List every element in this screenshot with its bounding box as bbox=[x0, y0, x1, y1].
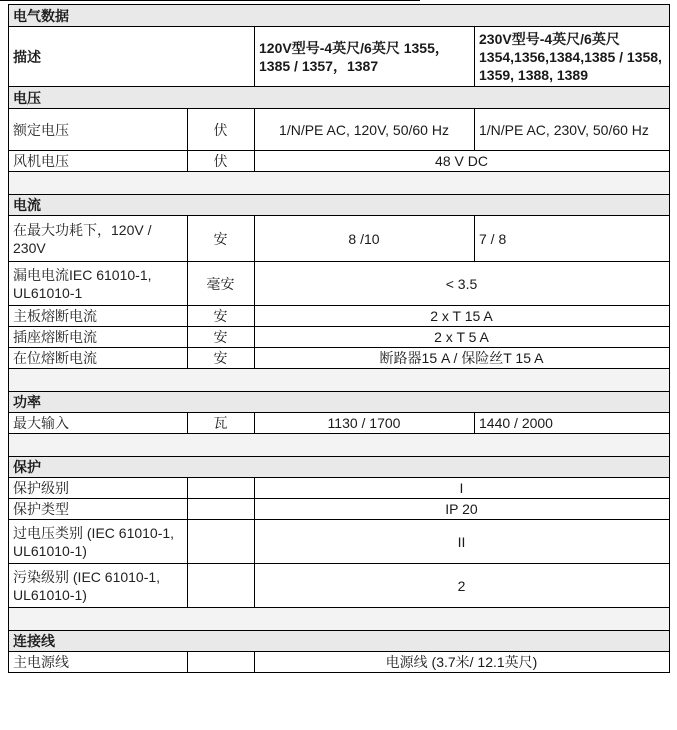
header-row bbox=[9, 27, 670, 87]
row-unit bbox=[188, 652, 255, 673]
row-unit: 瓦 bbox=[188, 413, 255, 434]
row-value-230v: 1/N/PE AC, 230V, 50/60 Hz bbox=[475, 109, 670, 151]
row-label: 最大输入 bbox=[9, 413, 188, 434]
row-value: 48 V DC bbox=[255, 151, 670, 172]
row-value-120v: 1130 / 1700 bbox=[255, 413, 475, 434]
row-unit bbox=[188, 499, 255, 520]
section-row-cable bbox=[9, 631, 670, 652]
row-label: 风机电压 bbox=[9, 151, 188, 172]
table-row bbox=[9, 262, 670, 306]
row-unit: 伏 bbox=[188, 151, 255, 172]
table-title: 电气数据 bbox=[9, 5, 670, 27]
row-label: 在位熔断电流 bbox=[9, 348, 188, 369]
row-label: 污染级别 (IEC 61010-1, UL61010-1) bbox=[9, 564, 188, 608]
table-row bbox=[9, 499, 670, 520]
section-title-voltage: 电压 bbox=[9, 87, 670, 109]
header-model-230v: 230V型号-4英尺/6英尺 1354,1356,1384,1385 / 1358, 1359, 1388, 1389 bbox=[475, 27, 670, 87]
spacer-row bbox=[9, 608, 670, 631]
row-label: 过电压类别 (IEC 61010-1, UL61010-1) bbox=[9, 520, 188, 564]
row-unit: 安 bbox=[188, 216, 255, 262]
section-title-cable: 连接线 bbox=[9, 631, 670, 652]
table-row bbox=[9, 652, 670, 673]
spacer-row bbox=[9, 434, 670, 457]
table-row bbox=[9, 109, 670, 151]
row-value-120v: 1/N/PE AC, 120V, 50/60 Hz bbox=[255, 109, 475, 151]
section-title-protection: 保护 bbox=[9, 457, 670, 478]
table-row bbox=[9, 216, 670, 262]
row-label: 保护级别 bbox=[9, 478, 188, 499]
row-unit: 安 bbox=[188, 306, 255, 327]
row-value: < 3.5 bbox=[255, 262, 670, 306]
table-row bbox=[9, 306, 670, 327]
row-unit: 安 bbox=[188, 348, 255, 369]
row-label: 插座熔断电流 bbox=[9, 327, 188, 348]
row-unit bbox=[188, 520, 255, 564]
table-row bbox=[9, 564, 670, 608]
row-value-230v: 1440 / 2000 bbox=[475, 413, 670, 434]
section-row-power bbox=[9, 392, 670, 413]
row-value: 电源线 (3.7米/ 12.1英尺) bbox=[255, 652, 670, 673]
row-value: I bbox=[255, 478, 670, 499]
row-label: 主电源线 bbox=[9, 652, 188, 673]
table-row bbox=[9, 413, 670, 434]
header-model-120v: 120V型号-4英尺/6英尺 1355，1385 / 1357，1387 bbox=[255, 27, 475, 87]
row-label: 额定电压 bbox=[9, 109, 188, 151]
header-description: 描述 bbox=[9, 27, 255, 87]
row-value: 断路器15 A / 保险丝T 15 A bbox=[255, 348, 670, 369]
row-value: 2 x T 5 A bbox=[255, 327, 670, 348]
row-unit bbox=[188, 564, 255, 608]
electrical-data-table bbox=[8, 4, 670, 673]
section-title-current: 电流 bbox=[9, 195, 670, 216]
row-label: 在最大功耗下，120V / 230V bbox=[9, 216, 188, 262]
row-unit: 毫安 bbox=[188, 262, 255, 306]
row-unit bbox=[188, 478, 255, 499]
row-value: IP 20 bbox=[255, 499, 670, 520]
row-unit: 安 bbox=[188, 327, 255, 348]
table-row bbox=[9, 327, 670, 348]
table-title-row bbox=[9, 5, 670, 27]
row-unit: 伏 bbox=[188, 109, 255, 151]
section-row-protection bbox=[9, 457, 670, 478]
table-row bbox=[9, 520, 670, 564]
row-value: 2 bbox=[255, 564, 670, 608]
row-label: 主板熔断电流 bbox=[9, 306, 188, 327]
section-title-power: 功率 bbox=[9, 392, 670, 413]
table-row bbox=[9, 348, 670, 369]
row-value-230v: 7 / 8 bbox=[475, 216, 670, 262]
top-rule bbox=[0, 0, 420, 1]
spacer-row bbox=[9, 369, 670, 392]
section-row-voltage bbox=[9, 87, 670, 109]
section-row-current bbox=[9, 195, 670, 216]
table-row bbox=[9, 478, 670, 499]
row-value-120v: 8 /10 bbox=[255, 216, 475, 262]
row-value: 2 x T 15 A bbox=[255, 306, 670, 327]
row-label: 漏电电流IEC 61010-1, UL61010-1 bbox=[9, 262, 188, 306]
row-value: II bbox=[255, 520, 670, 564]
row-label: 保护类型 bbox=[9, 499, 188, 520]
spacer-row bbox=[9, 172, 670, 195]
table-row bbox=[9, 151, 670, 172]
